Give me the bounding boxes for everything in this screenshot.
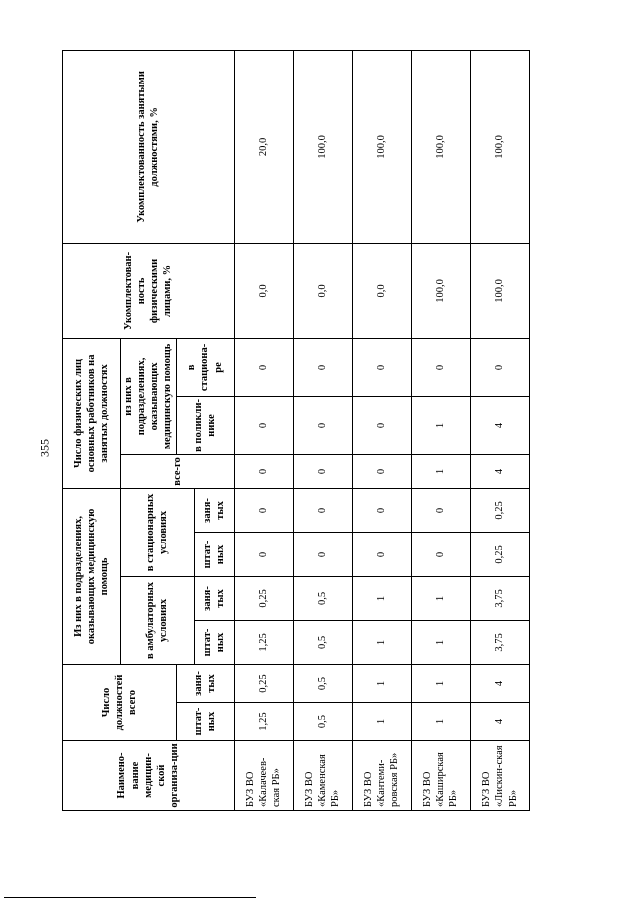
header-positions-total: Число должностей всего [63,664,177,740]
cell: 0 [293,532,352,576]
header-individuals: Число физических лиц основных работников на занятых должностях [63,338,121,488]
cell: 1,25 [234,703,293,741]
table-row [293,50,352,810]
cell: 0 [293,488,352,532]
row-org-name: БУЗ ВО «Калачеев-ская РБ» [234,741,293,811]
cell: 20,0 [234,50,293,243]
cell: 1 [352,664,411,702]
cell: 0 [352,396,411,454]
page-number: 355 [37,439,52,457]
cell: 0 [234,454,293,488]
cell: 0 [293,338,352,396]
table-row [411,50,470,810]
header-inpatient-staff: штат-ных [194,532,234,576]
cell: 3,75 [470,620,529,664]
header-org-name: Наимено-вание медицин-ской организа-ции [63,741,235,811]
header-filled: заня-тых [176,664,234,702]
cell: 0,5 [293,576,352,620]
header-staffing-positions: Укомплектованность занятыми должностями, % [63,50,235,243]
cell: 100,0 [411,243,470,338]
table-row [470,50,529,810]
cell: 0,5 [293,664,352,702]
header-outpatient-staff: штат-ных [194,620,234,664]
cell: 4 [470,454,529,488]
row-org-name: БУЗ ВО «Лискин-ская РБ» [470,741,529,811]
cell: 0 [411,532,470,576]
cell: 4 [470,664,529,702]
cell: 100,0 [470,243,529,338]
cell: 0 [293,454,352,488]
cell: 0 [293,396,352,454]
cell: 1 [411,664,470,702]
cell: 1 [352,576,411,620]
cell: 0 [411,338,470,396]
cell: 0 [234,488,293,532]
header-outpatient: в амбулаторных условиях [121,576,195,664]
header-in-polyclinic: в поликли-нике [176,396,234,454]
header-inpatient: в стационарных условиях [121,488,195,576]
cell: 0 [352,454,411,488]
cell: 4 [470,703,529,741]
cell: 0,5 [293,703,352,741]
header-inpatient-filled: заня-тых [194,488,234,532]
cell: 1 [411,454,470,488]
footer-divider [4,897,256,898]
cell: 100,0 [470,50,529,243]
cell: 0,25 [470,488,529,532]
header-divisions: Из них в подразделениях, оказывающих медицинскую помощь [63,488,121,664]
cell: 3,75 [470,576,529,620]
cell: 0,25 [470,532,529,576]
cell: 0 [352,532,411,576]
header-of-which: из них в подразделениях, оказывающих медицинскую помощь [121,338,177,454]
cell: 1 [352,703,411,741]
header-staff: штат-ных [176,703,234,741]
cell: 1 [411,396,470,454]
cell: 0 [352,338,411,396]
cell: 0,25 [234,664,293,702]
cell: 100,0 [352,50,411,243]
cell: 0,5 [293,620,352,664]
table-row [234,50,293,810]
cell: 1 [411,620,470,664]
cell: 0 [411,488,470,532]
header-staffing-individuals: Укомплектован-ность физическими лицами, % [63,243,235,338]
cell: 4 [470,396,529,454]
cell: 0,0 [234,243,293,338]
cell: 0,0 [293,243,352,338]
cell: 0 [234,532,293,576]
cell: 0 [470,338,529,396]
cell: 0,25 [234,576,293,620]
rotated-table [62,51,530,811]
cell: 1,25 [234,620,293,664]
header-total: все-го [121,454,235,488]
cell: 0 [352,488,411,532]
cell: 0 [234,338,293,396]
table-row [352,50,411,810]
cell: 1 [352,620,411,664]
header-in-hospital: в стациона-ре [176,338,234,396]
row-org-name: БУЗ ВО «Кантеми-ровская РБ» [352,741,411,811]
cell: 1 [411,576,470,620]
cell: 1 [411,703,470,741]
row-org-name: БУЗ ВО «Каширская РБ» [411,741,470,811]
staffing-table [62,50,530,811]
cell: 100,0 [293,50,352,243]
cell: 0,0 [352,243,411,338]
cell: 100,0 [411,50,470,243]
row-org-name: БУЗ ВО «Каменская РБ» [293,741,352,811]
header-outpatient-filled: заня-тых [194,576,234,620]
cell: 0 [234,396,293,454]
